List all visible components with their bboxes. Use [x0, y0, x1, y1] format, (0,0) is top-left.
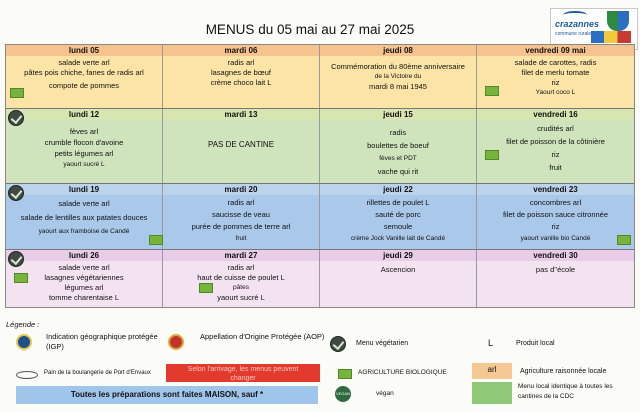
day-header: mardi 13 [163, 109, 320, 120]
menu-item: yaourt vanille bio Candé [520, 235, 591, 242]
menu-item: boulettes de boeuf [367, 141, 429, 150]
week-header [6, 184, 634, 195]
menu-item: mardi 8 mai 1945 [369, 82, 427, 91]
menu-cell [163, 195, 320, 249]
maison-banner: Toutes les préparations sont faites MAISON, sauf * [16, 386, 318, 404]
local-symbol: L [488, 338, 494, 348]
arl-label: Agriculture raisonnée locale [520, 368, 607, 375]
menu-cell [6, 195, 163, 249]
bio-label-icon [617, 235, 631, 245]
vegetarian-icon [8, 185, 24, 201]
menu-item: crème Jock Vanille lait de Candé [350, 235, 446, 242]
menu-item: pâtes [233, 284, 249, 291]
day-header: vendredi 09 mai [525, 46, 586, 55]
menu-cell [477, 195, 634, 249]
menu-item: radis arl [227, 58, 255, 67]
menu-item: Yaourt coco L [535, 89, 576, 96]
aop-icon [168, 334, 184, 350]
menu-cell [320, 56, 477, 108]
menu-item: yaourt aux framboise de Candé [38, 228, 130, 235]
bio-label-icon [10, 88, 24, 98]
menu-cell [6, 261, 163, 307]
menu-item: pâtes pois chiche, fanes de radis arl [24, 68, 144, 77]
bird-icon [563, 11, 587, 19]
menu-cell [477, 56, 634, 108]
bio-label-icon [14, 273, 28, 283]
week-body [6, 120, 634, 183]
menu-item: fruit [549, 163, 562, 172]
menu-item: petits légumes arl [54, 149, 114, 158]
week-body [6, 261, 634, 307]
menu-item: PAS DE CANTINE [207, 140, 275, 149]
week-body [6, 56, 634, 108]
vegetarian-icon [8, 110, 24, 126]
week-header [6, 250, 634, 261]
day-header: jeudi 08 [320, 45, 477, 56]
menu-item: Commémoration du 80ème anniversaire [331, 62, 465, 71]
menu-item: tomme charentaise L [48, 293, 120, 302]
day-header: jeudi 29 [320, 250, 477, 261]
igp-icon [16, 334, 32, 350]
week-header [6, 109, 634, 120]
week-body [6, 195, 634, 249]
menu-item: concombres arl [529, 198, 582, 207]
legend-title: Légende : [6, 320, 40, 329]
logo-subtext: commune rurale [555, 31, 592, 37]
menu-item: filet de merlu tomate [521, 68, 590, 77]
cdc-label: Menu local identique à toutes les cantines de la CDC [518, 383, 613, 400]
menu-item: Ascencion [380, 265, 416, 274]
vegetarian-label: Menu végétarien [356, 340, 409, 347]
menu-item: salade verte arl [58, 199, 110, 208]
menu-item: crudités arl [537, 124, 574, 133]
menu-item: pas d''école [535, 265, 576, 274]
menu-cell [477, 261, 634, 307]
legend [0, 318, 640, 412]
menu-cell [320, 120, 477, 183]
menu-cell [6, 56, 163, 108]
week-header [6, 45, 634, 56]
menu-item: filet de poisson de la côtinière [506, 137, 605, 146]
vegan-icon [335, 386, 351, 402]
menu-item: salade verte arl [58, 58, 110, 67]
week-3 [6, 184, 634, 249]
day-header: lundi 19 [6, 184, 163, 195]
bio-legend-icon [338, 369, 352, 379]
arrivage-notice: Selon l'arrivage, les menus peuvent changer [166, 364, 320, 382]
day-header: mardi 20 [163, 184, 320, 195]
menu-item: saucisse de veau [212, 210, 270, 219]
day-header: lundi 26 [6, 250, 163, 261]
day-header: vendredi 30 [533, 251, 578, 260]
day-header: jeudi 15 [320, 109, 477, 120]
menu-item: haut de cuisse de poulet L [197, 273, 285, 282]
day-header: mardi 27 [163, 250, 320, 261]
menu-cell [477, 120, 634, 183]
igp-label: Indication géographique protégée (IGP) [46, 332, 158, 351]
menu-grid [5, 44, 635, 308]
vegan-label: végan [376, 390, 394, 397]
menu-cell [6, 120, 163, 183]
menu-item: vache qui rit [377, 167, 419, 176]
day-header: mardi 06 [163, 45, 320, 56]
bread-label: Pain de la boulangerie de Port d'Envaux [44, 370, 151, 376]
menu-item: riz [551, 222, 560, 231]
menu-item: fèves et PDT [379, 155, 417, 162]
menu-item: riz [551, 150, 560, 159]
local-label: Produit local [516, 340, 555, 347]
menu-item: fèves arl [69, 127, 99, 136]
bio-label-icon [485, 150, 499, 160]
day-header: lundi 12 [6, 109, 163, 120]
menu-item: salade verte arl [58, 263, 110, 272]
menu-item: rillettes de poulet L [366, 198, 430, 207]
day-header: vendredi 16 [533, 110, 578, 119]
aop-label: Appellation d'Origine Protégée (AOP) [200, 332, 325, 341]
menu-item: salade de lentilles aux patates douces [20, 213, 148, 222]
menu-item: radis arl [227, 263, 255, 272]
menu-cell [320, 195, 477, 249]
menu-item: crème choco lait L [210, 78, 272, 87]
bio-label-icon [485, 86, 499, 96]
menu-item: yaourt sucré L [217, 293, 265, 302]
flag-icon [591, 31, 631, 43]
menu-item: lasagnes de bœuf [210, 68, 272, 77]
day-header: jeudi 22 [320, 184, 477, 195]
coat-of-arms-icon [607, 11, 629, 31]
arl-symbol: arl [472, 363, 512, 379]
menu-item: riz [551, 78, 560, 87]
day-header: vendredi 23 [533, 185, 578, 194]
menu-cell [163, 56, 320, 108]
week-4 [6, 250, 634, 307]
menu-cell [163, 261, 320, 307]
cdc-swatch [472, 382, 512, 404]
vegetarian-legend-icon [330, 336, 346, 352]
menu-item: légumes arl [64, 283, 104, 292]
menu-cell [320, 261, 477, 307]
week-2 [6, 109, 634, 183]
week-1 [6, 45, 634, 108]
menu-item: semoule [383, 222, 413, 231]
menu-item: sauté de porc [375, 210, 421, 219]
page-title: MENUS du 05 mai au 27 mai 2025 [205, 22, 415, 37]
bio-label: AGRICULTURE BIOLOGIQUE [358, 369, 447, 376]
bread-icon [16, 371, 38, 379]
menu-item: radis [389, 128, 407, 137]
menu-item: crumble flocon d'avoine [44, 138, 124, 147]
bio-label-icon [149, 235, 163, 245]
menu-item: de la Victoire du [374, 73, 422, 80]
logo-text: crazannes [555, 19, 600, 29]
menu-item: radis arl [227, 198, 255, 207]
menu-cell [163, 120, 320, 183]
menu-item: compote de pommes [48, 81, 120, 90]
vegetarian-icon [8, 251, 24, 267]
menu-item: lasagnes végétariennes [44, 273, 124, 282]
menu-item: purée de pommes de terre arl [191, 222, 291, 231]
day-header: lundi 05 [6, 45, 163, 56]
vegan-badge-text: VEGAN [336, 391, 351, 396]
menu-item: filet de poisson sauce citronnée [502, 210, 609, 219]
bio-label-icon [199, 283, 213, 293]
menu-item: salade de carottes, radis [514, 58, 597, 67]
menu-item: yaourt sucré L [63, 161, 105, 168]
menu-item: fruit [235, 235, 247, 242]
